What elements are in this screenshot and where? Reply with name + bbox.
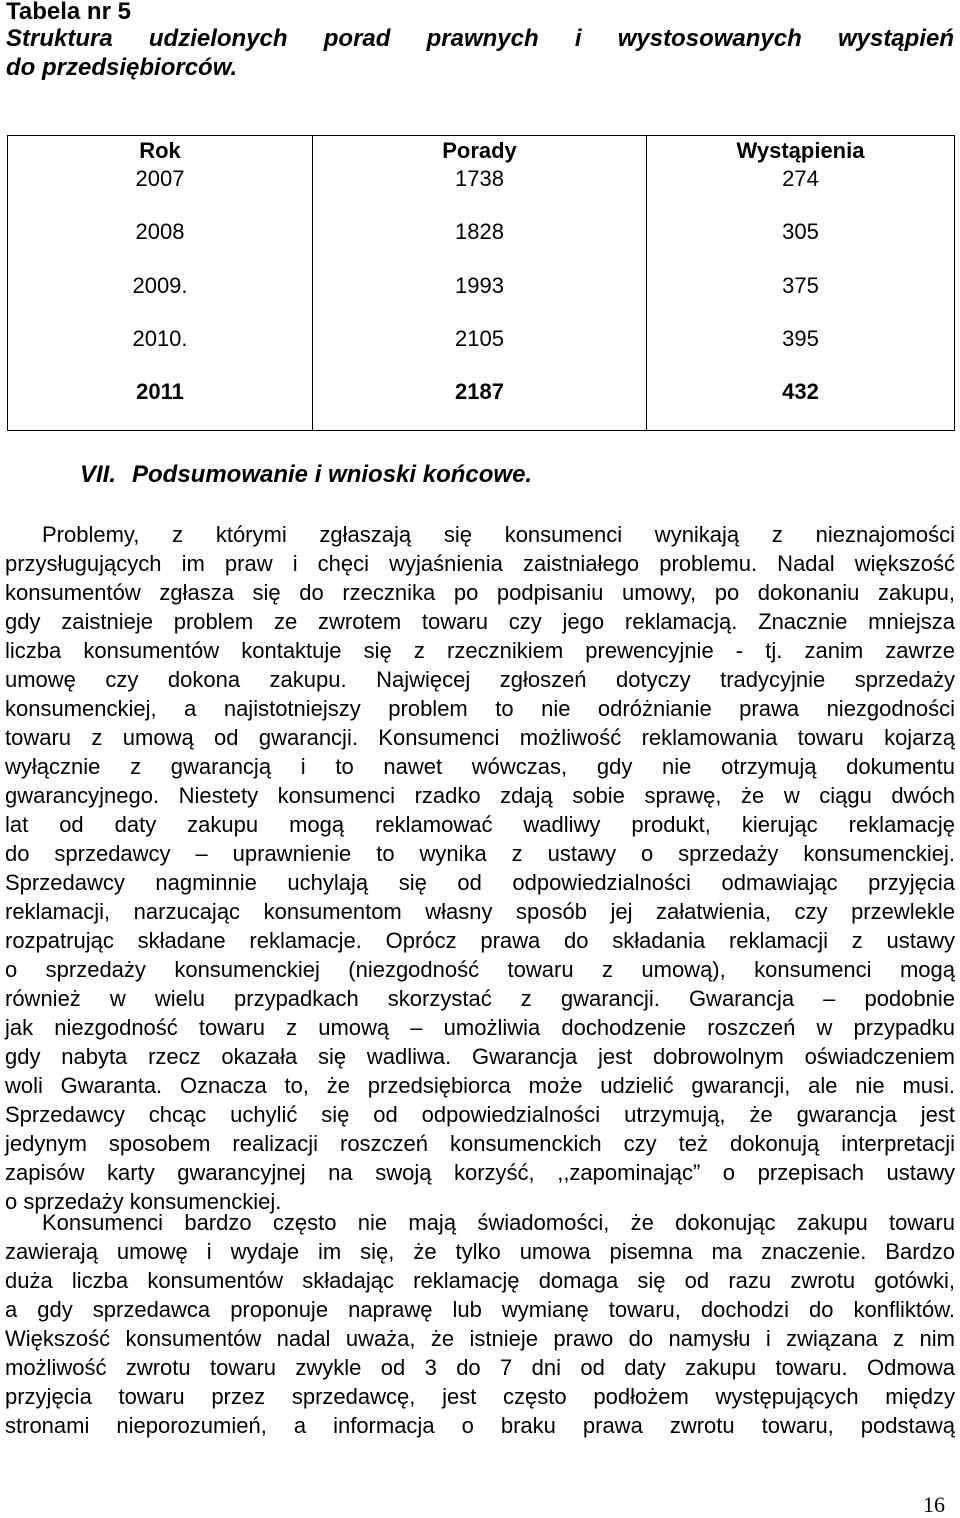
table-title-line: do przedsiębiorców. bbox=[6, 54, 238, 81]
text-line: towaru z umową od gwarancji. Konsumenci możliwość reklamowania towaru kojarzą bbox=[5, 725, 955, 750]
text-line: o sprzedaży konsumenckiej (niezgodność towaru z umową), konsumenci mogą bbox=[5, 957, 955, 982]
text-line: konsumenckiej, a najistotniejszy problem to nie odróżnianie prawa niezgodności bbox=[5, 696, 955, 721]
text-line: do sprzedawcy – uprawnienie to wynika z ustawy o sprzedaży konsumenckiej. bbox=[5, 841, 955, 866]
table-cell: 375 bbox=[782, 273, 819, 298]
table-cell: 2007 bbox=[135, 166, 185, 191]
table-cell: 2187 bbox=[455, 379, 504, 404]
text-line: również w wielu przypadkach skorzystać z gwarancji. Gwarancja – podobnie bbox=[5, 986, 955, 1011]
text-line: konsumentów zgłasza się do rzecznika po podpisaniu umowy, po dokonaniu zakupu, bbox=[5, 580, 955, 605]
table-cell: 1738 bbox=[455, 166, 504, 191]
table-title-line: Struktura udzielonych porad prawnych i wystosowanych wystąpień bbox=[6, 25, 954, 52]
text-line: zapisów karty gwarancyjnej na swoją korzyść, ,,zapominając” o przepisach ustawy bbox=[5, 1160, 955, 1185]
table-label: Tabela nr 5 bbox=[6, 0, 131, 25]
text-line: Sprzedawcy chcąc uchylić się od odpowiedzialności utrzymują, że gwarancja jest bbox=[5, 1102, 955, 1127]
table-cell: 2009. bbox=[132, 273, 188, 298]
text-line: możliwość zwrotu towaru zwykle od 3 do 7 dni od daty zakupu towaru. Odmowa bbox=[5, 1355, 955, 1380]
text-line: wyłącznie z gwarancją i to nawet wówczas, gdy nie otrzymują dokumentu bbox=[5, 754, 955, 779]
table-cell: 2010. bbox=[132, 326, 188, 351]
text-line: umowę czy dokona zakupu. Najwięcej zgłoszeń dotyczy tradycyjnie sprzedaży bbox=[5, 667, 955, 692]
text-line: jedynym sposobem realizacji roszczeń konsumenckich czy też dokonują interpretacji bbox=[5, 1131, 955, 1156]
table-cell: 1828 bbox=[455, 219, 504, 244]
text-line: woli Gwaranta. Oznacza to, że przedsiębiorca może udzielić gwarancji, ale nie musi. bbox=[5, 1073, 955, 1098]
section-number: VII. bbox=[80, 461, 117, 488]
text-line: przyjęcia towaru przez sprzedawcę, jest często podłożem występujących między bbox=[5, 1384, 955, 1409]
text-line: duża liczba konsumentów składając reklamację domaga się od razu zwrotu gotówki, bbox=[5, 1268, 955, 1293]
text-line: reklamacji, narzucając konsumentom własny sposób jej załatwienia, czy przewlekle bbox=[5, 899, 955, 924]
table-cell: 2105 bbox=[455, 326, 504, 351]
text-line: lat od daty zakupu mogą reklamować wadliwy produkt, kierując reklamację bbox=[5, 812, 955, 837]
text-line: stronami nieporozumień, a informacja o braku prawa zwrotu towaru, podstawą bbox=[5, 1413, 955, 1438]
text-line: gdy zaistnieje problem ze zwrotem towaru czy jego reklamacją. Znacznie mniejsza bbox=[5, 609, 955, 634]
page-number: 16 bbox=[923, 1492, 945, 1517]
section-heading bbox=[80, 461, 532, 489]
text-line: liczba konsumentów kontaktuje się z rzecznikiem prewencyjnie - tj. zanim zawrze bbox=[5, 638, 955, 663]
text-line: gdy nabyta rzecz okazała się wadliwa. Gwarancja jest dobrowolnym oświadczeniem bbox=[5, 1044, 955, 1069]
table-cell: 432 bbox=[782, 379, 819, 404]
text-line: gwarancyjnego. Niestety konsumenci rzadko zdają sobie sprawę, że w ciągu dwóch bbox=[5, 783, 955, 808]
text-line: o sprzedaży konsumenckiej. bbox=[5, 1189, 282, 1214]
text-line: a gdy sprzedawca proponuje naprawę lub wymianę towaru, dochodzi do konfliktów. bbox=[5, 1297, 955, 1322]
table-cell: 305 bbox=[782, 219, 819, 244]
table-cell: 274 bbox=[782, 166, 819, 191]
text-line: rozpatrując składane reklamacje. Oprócz prawa do składania reklamacji z ustawy bbox=[5, 928, 955, 953]
section-title: Podsumowanie i wnioski końcowe. bbox=[132, 461, 533, 488]
table-header-advice: Porady bbox=[442, 138, 517, 163]
table-cell: 2008 bbox=[135, 219, 185, 244]
paragraph bbox=[5, 520, 955, 1216]
text-line: jak niezgodność towaru z umową – umożliwia dochodzenie roszczeń w przypadku bbox=[5, 1015, 955, 1040]
text-line: Sprzedawcy nagminnie uchylają się od odpowiedzialności odmawiając przyjęcia bbox=[5, 870, 955, 895]
table-header-interventions: Wystąpienia bbox=[736, 138, 865, 163]
text-line: Większość konsumentów nadal uważa, że istnieje prawo do namysłu i związana z nim bbox=[5, 1326, 955, 1351]
paragraph bbox=[5, 1208, 955, 1440]
text-line: Konsumenci bardzo często nie mają świadomości, że dokonując zakupu towaru bbox=[42, 1210, 955, 1235]
table-title bbox=[6, 24, 954, 82]
data-table bbox=[7, 135, 955, 431]
text-line: Problemy, z którymi zgłaszają się konsumenci wynikają z nieznajomości bbox=[42, 522, 955, 547]
text-line: zawierają umowę i wydaje im się, że tylko umowa pisemna ma znaczenie. Bardzo bbox=[5, 1239, 955, 1264]
table-cell: 395 bbox=[782, 326, 819, 351]
text-line: przysługujących im praw i chęci wyjaśnienia zaistniałego problemu. Nadal większość bbox=[5, 551, 955, 576]
table-cell: 1993 bbox=[455, 273, 504, 298]
table-header-year: Rok bbox=[139, 138, 181, 163]
table-cell: 2011 bbox=[136, 379, 184, 404]
